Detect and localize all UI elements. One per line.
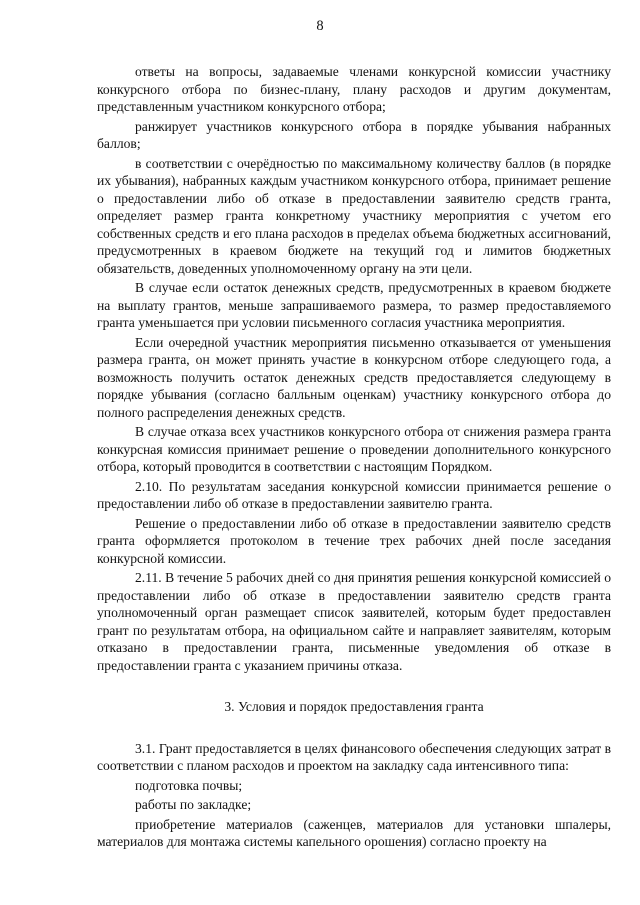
paragraph: 2.10. По результатам заседания конкурсной комиссии принимается решение о предоставлении либо об отказе в предоставлении заявителю гранта. [97,478,611,511]
paragraph: ответы на вопросы, задаваемые членами конкурсной комиссии участнику конкурсного отбора по бизнес-плану, плану расходов и другим документам, представленным участником конкурсного отбора; [97,64,611,114]
paragraph: 3.1. Грант предоставляется в целях финансового обеспечения следующих затрат в соответствии с планом расходов и проектом на закладку сада интенсивного типа: [97,740,611,773]
document-body [97,63,611,853]
section-heading: 3. Условия и порядок предоставления гранта [224,699,484,714]
paragraph: В случае если остаток денежных средств, предусмотренных в краевом бюджете на выплату грантов, меньше запрашиваемого размера, то размер предоставляемого гранта уменьшается при условии письменного согласия участника мероприятия. [97,280,611,330]
paragraph: ранжирует участников конкурсного отбора в порядке убывания набранных баллов; [97,118,611,151]
paragraph: Если очередной участник мероприятия письменно отказывается от уменьшения размера гранта, он может принять участие в конкурсном отборе следующего года, а возможность получить остаток денежных средств предоставляется следующему в порядке убывания (согласно балльным оценкам) участнику конкурсного отбора до полного распределения денежных средств. [97,334,611,420]
list-item: подготовка почвы; [135,777,243,793]
list-item: работы по закладке; [135,797,252,812]
paragraph: В случае отказа всех участников конкурсного отбора от снижения размера гранта конкурсная комиссия принимает решение о проведении дополнительного конкурсного отбора, который проводится в соответствии с настоящим Порядком. [97,424,611,474]
paragraph: в соответствии с очерёдностью по максимальному количеству баллов (в порядке их убывания), набранных каждым участником конкурсного отбора, принимает решение о предоставлении либо об отказе в предоставлении заявителю средств гранта, определяет размер гранта конкретному участнику мероприятия с учетом его собственных средств и его плана расходов в пределах объема бюджетных ассигнований, предусмотренных в краевом бюджете на текущий год и лимитов бюджетных обязательств, доведенных уполномоченному органу на эти цели. [97,155,611,276]
paragraph: приобретение материалов (саженцев, материалов для установки шпалеры, материалов для монтажа системы капельного орошения) согласно проекту на [97,816,611,849]
page-number: 8 [316,18,324,34]
paragraph: 2.11. В течение 5 рабочих дней со дня принятия решения конкурсной комиссией о предоставлении либо об отказе в предоставлении заявителю средств гранта уполномоченный орган размещает список заявителей, которым будет предоставлен грант по результатам отбора, на официальном сайте и направляет заявителям, которым отказано в предоставлении гранта, письменные уведомления об отказе в предоставлении гранта с указанием причины отказа. [97,570,611,673]
paragraph: Решение о предоставлении либо об отказе в предоставлении заявителю средств гранта оформляется протоколом в течение трех рабочих дней после заседания конкурсной комиссии. [97,515,611,566]
